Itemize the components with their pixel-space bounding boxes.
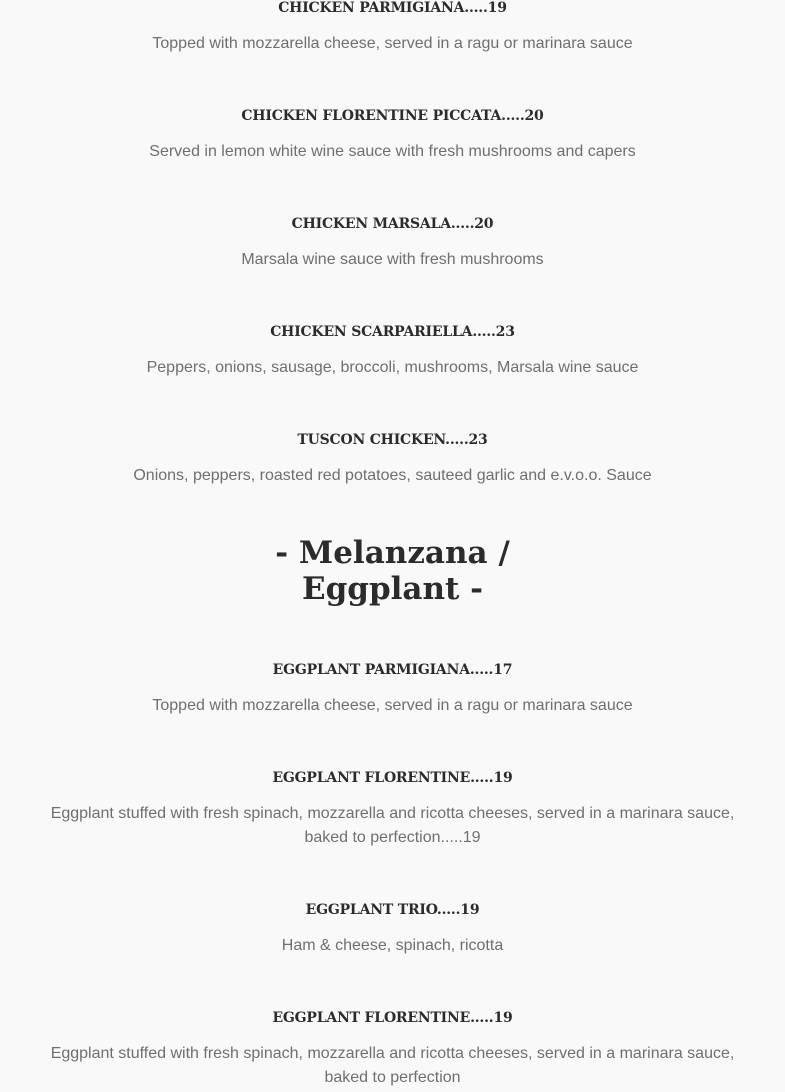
menu-item-description: Marsala wine sauce with fresh mushrooms xyxy=(241,251,544,268)
menu-item-description: Peppers, onions, sausage, broccoli, mushrooms, Marsala wine sauce xyxy=(146,359,639,376)
menu-item-title: CHICKEN SCARPARIELLA.....23 xyxy=(270,324,515,340)
menu-item-chicken-scarpariella xyxy=(0,323,785,380)
menu-item-eggplant-florentine-2 xyxy=(0,1009,785,1090)
menu-item-chicken-parmigiana xyxy=(0,0,785,56)
menu-item-eggplant-trio xyxy=(0,901,785,958)
menu-item-description: Eggplant stuffed with fresh spinach, mozzarella and ricotta cheeses, served in a marinara sauce, baked to perfection xyxy=(50,1045,735,1086)
section-heading-eggplant xyxy=(0,535,785,607)
menu-item-description: Ham & cheese, spinach, ricotta xyxy=(281,937,504,954)
section-heading-line: Eggplant - xyxy=(301,571,484,607)
menu-item-eggplant-parmigiana xyxy=(0,661,785,718)
menu-item-description: Eggplant stuffed with fresh spinach, mozzarella and ricotta cheeses, served in a marinara sauce, baked to perfection.....19 xyxy=(50,805,735,846)
menu-item-eggplant-florentine xyxy=(0,769,785,850)
menu-item-title: CHICKEN MARSALA.....20 xyxy=(291,216,494,232)
menu-item-chicken-florentine-piccata xyxy=(0,107,785,164)
menu-item-description: Topped with mozzarella cheese, served in a ragu or marinara sauce xyxy=(152,35,633,52)
menu-item-description: Onions, peppers, roasted red potatoes, sauteed garlic and e.v.o.o. Sauce xyxy=(133,467,652,484)
menu-item-title: TUSCON CHICKEN.....23 xyxy=(297,432,488,448)
menu-item-title: EGGPLANT PARMIGIANA.....17 xyxy=(272,662,513,678)
menu-item-description: Served in lemon white wine sauce with fresh mushrooms and capers xyxy=(149,143,636,160)
menu-item-title: CHICKEN FLORENTINE PICCATA.....20 xyxy=(241,108,544,124)
menu-item-title: CHICKEN PARMIGIANA.....19 xyxy=(278,0,507,16)
menu-item-title: EGGPLANT TRIO.....19 xyxy=(305,902,480,918)
menu-item-title: EGGPLANT FLORENTINE.....19 xyxy=(272,770,513,786)
menu-item-description: Topped with mozzarella cheese, served in a ragu or marinara sauce xyxy=(152,697,633,714)
menu-item-title: EGGPLANT FLORENTINE.....19 xyxy=(272,1010,513,1026)
menu-item-chicken-marsala xyxy=(0,215,785,272)
section-heading-line: - Melanzana / xyxy=(275,535,510,571)
menu-item-tuscon-chicken xyxy=(0,431,785,488)
